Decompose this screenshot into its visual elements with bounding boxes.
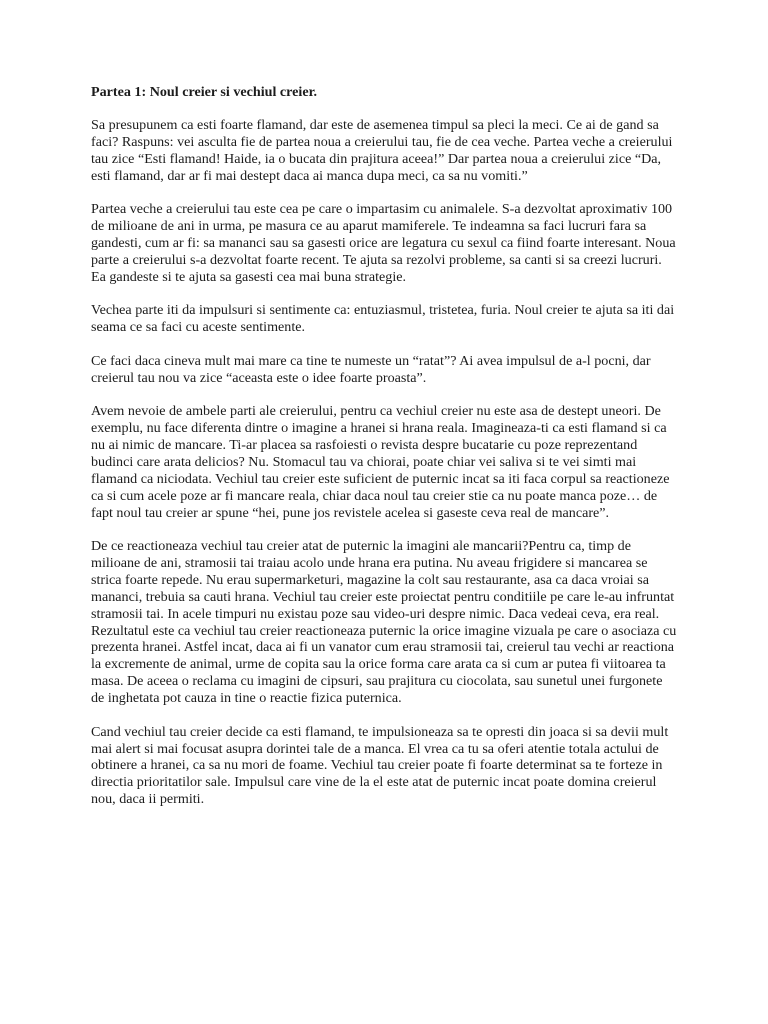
document-page <box>91 84 679 825</box>
section-heading: Partea 1: Noul creier si vechiul creier. <box>91 84 318 100</box>
paragraph-3: Vechea parte iti da impulsuri si sentimente ca: entuziasmul, tristetea, furia. Noul creier te ajuta sa iti dai seama ce sa faci cu aceste sentimente. <box>91 302 675 336</box>
paragraph-2: Partea veche a creierului tau este cea pe care o impartasim cu animalele. S-a dezvoltat aproximativ 100 de milioane de ani in urma, pe masura ce au aparut mamiferele. Te indeamna sa faci lucruri fara sa gandesti, cum ar fi: sa mananci sau sa gasesti orice are legatura cu sexul ca fiind foarte interesant. Noua parte a creierului s-a dezvoltat foarte recent. Te ajuta sa rezolvi probleme, sa canti si sa creezi lucruri. Ea gandeste si te ajuta sa gasesti cea mai buna strategie. <box>91 201 676 285</box>
paragraph-4: Ce faci daca cineva mult mai mare ca tine te numeste un “ratat”? Ai avea impulsul de a-l pocni, dar creierul tau nou va zice “aceasta este o idee foarte proasta”. <box>91 352 651 386</box>
paragraph-1: Sa presupunem ca esti foarte flamand, dar este de asemenea timpul sa pleci la meci. Ce ai de gand sa faci? Raspuns: vei asculta fie de partea noua a creierului tau, fie de cea veche. Partea veche a creierului tau zice “Esti flamand! Haide, ia o bucata din prajitura aceea!” Dar partea noua a creierului zice “Da, esti flamand, dar ar fi mai destept daca ai manca dupa meci, ca sa nu vomiti.” <box>91 116 673 184</box>
paragraph-6: De ce reactioneaza vechiul tau creier atat de puternic la imagini ale mancarii?Pentru ca, timp de milioane de ani, stramosii tai traiau acolo unde hrana era putina. Nu aveau frigidere si mancarea se strica foarte repede. Nu erau supermarketuri, magazine la colt sau restaurante, asa ca daca vroiai sa mananci, trebuia sa cauti hrana. Vechiul tau creier este proiectat pentru conditiile pe care le-au infruntat stramosii tai. In acele timpuri nu existau poze sau video-uri despre nimic. Daca vedeai ceva, era real. Rezultatul este ca vechiul tau creier reactioneaza puternic la orice imagine vizuala pe care o asociaza cu prezenta hranei. Astfel incat, daca ai fi un vanator cum erau stramosii tai, creierul tau vechi ar reactiona la excremente de animal, urme de copita sau la orice forma care arata ca si cum ar putea fi viitoarea ta masa. De aceea o reclama cu imagini de cipsuri, sau prajitura cu ciocolata, sau sunetul unei furgonete de inghetata pot cauza in tine o reactie fizica puternica. <box>91 538 677 707</box>
paragraph-7: Cand vechiul tau creier decide ca esti flamand, te impulsioneaza sa te opresti din joaca si sa devii mult mai alert si mai focusat asupra dorintei tale de a manca. El vrea ca tu sa oferi atentie totala actului de obtinere a hranei, ca sa nu mori de foame. Vechiul tau creier poate fi foarte determinat sa te forteze in directia prioritatilor sale. Impulsul care vine de la el este atat de puternic incat poate domina creierul nou, daca ii permiti. <box>91 723 669 808</box>
paragraph-5: Avem nevoie de ambele parti ale creierului, pentru ca vechiul creier nu este asa de destept uneori. De exemplu, nu face diferenta dintre o imagine a hranei si hrana reala. Imagineaza-ti ca esti flamand si ca nu ai nimic de mancare. Ti-ar placea sa rasfoiesti o revista despre bucatarie cu poze reprezentand budinci care arata delicios? Nu. Stomacul tau va chiorai, poate chiar vei saliva si te vei simti mai flamand ca niciodata. Vechiul tau creier este suficient de puternic incat sa iti faca corpul sa reactioneze ca si cum acele poze ar fi mancare reala, chiar daca noul tau creier stie ca nu poate manca poze… de fapt noul tau creier ar spune “hei, pune jos revistele acelea si gaseste ceva real de mancare”. <box>91 403 670 521</box>
